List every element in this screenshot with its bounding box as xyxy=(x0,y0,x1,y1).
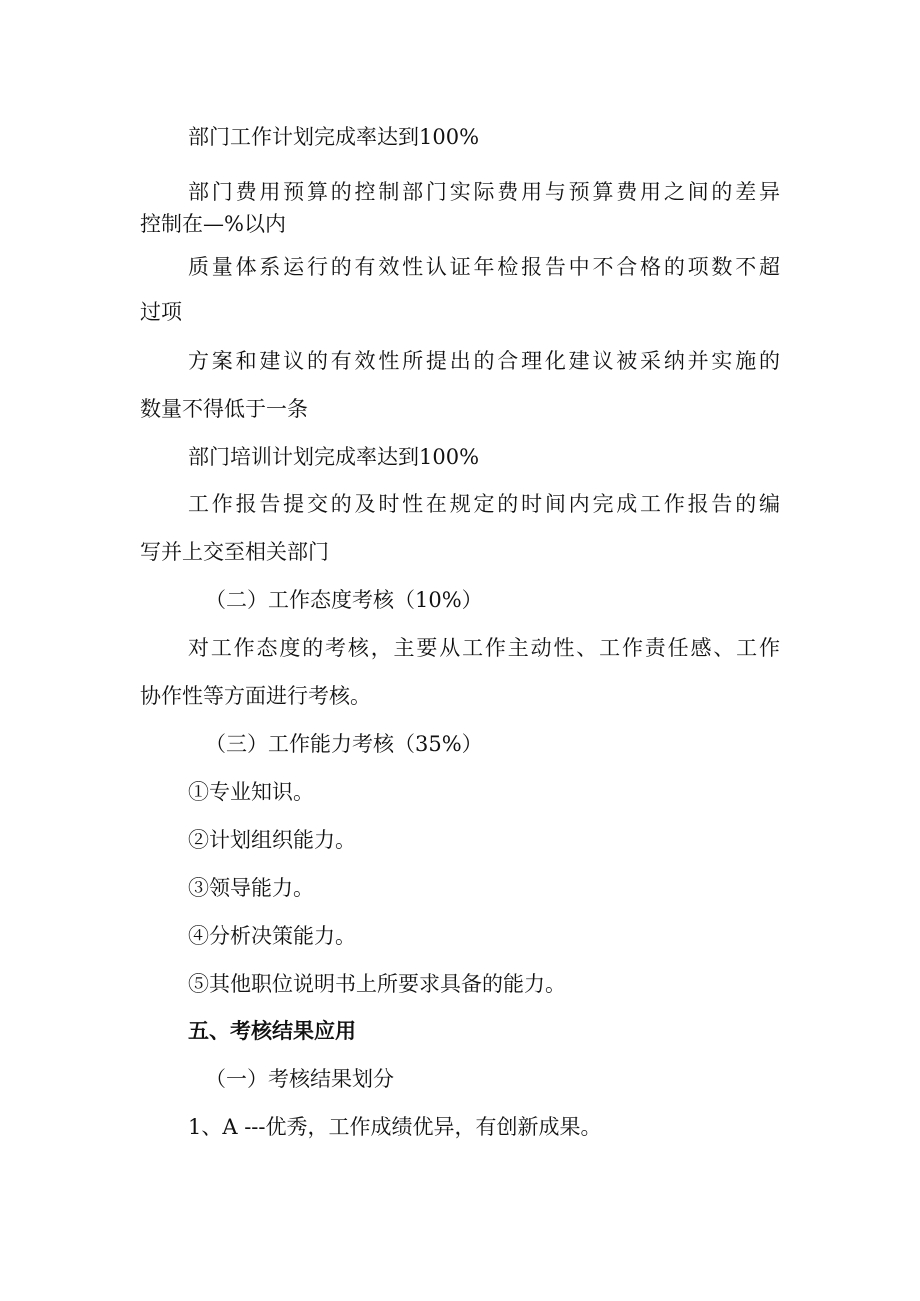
paragraph-line: 控制在—%以内 xyxy=(140,212,286,236)
paragraph-line: 1、A ---优秀，工作成绩优异，有创新成果。 xyxy=(188,1115,602,1139)
paragraph-line: 部门培训计划完成率达到100% xyxy=(188,445,480,469)
paragraph-line: 对工作态度的考核，主要从工作主动性、工作责任感、工作 xyxy=(188,636,780,660)
paragraph-line: 数量不得低于一条 xyxy=(140,397,308,421)
list-item: ⑤其他职位说明书上所要求具备的能力。 xyxy=(188,972,566,996)
section-subheading: （二）工作态度考核（10%） xyxy=(205,588,483,612)
section-subheading: （一）考核结果划分 xyxy=(205,1067,394,1091)
paragraph-line: 质量体系运行的有效性认证年检报告中不合格的项数不超 xyxy=(188,255,780,279)
paragraph-line: 协作性等方面进行考核。 xyxy=(140,684,371,708)
section-subheading: （三）工作能力考核（35%） xyxy=(205,732,483,756)
paragraph-line: 过项 xyxy=(140,300,182,324)
list-item: ③领导能力。 xyxy=(188,876,314,900)
paragraph-line: 部门费用预算的控制部门实际费用与预算费用之间的差异 xyxy=(188,180,780,204)
paragraph-line: 工作报告提交的及时性在规定的时间内完成工作报告的编 xyxy=(188,492,780,516)
paragraph-line: 部门工作计划完成率达到100% xyxy=(188,125,480,149)
list-item: ④分析决策能力。 xyxy=(188,924,356,948)
list-item: ②计划组织能力。 xyxy=(188,828,356,852)
paragraph-line: 方案和建议的有效性所提出的合理化建议被采纳并实施的 xyxy=(188,349,780,373)
section-heading: 五、考核结果应用 xyxy=(188,1019,356,1043)
paragraph-line: 写并上交至相关部门 xyxy=(140,540,329,564)
list-item: ①专业知识。 xyxy=(188,780,314,804)
